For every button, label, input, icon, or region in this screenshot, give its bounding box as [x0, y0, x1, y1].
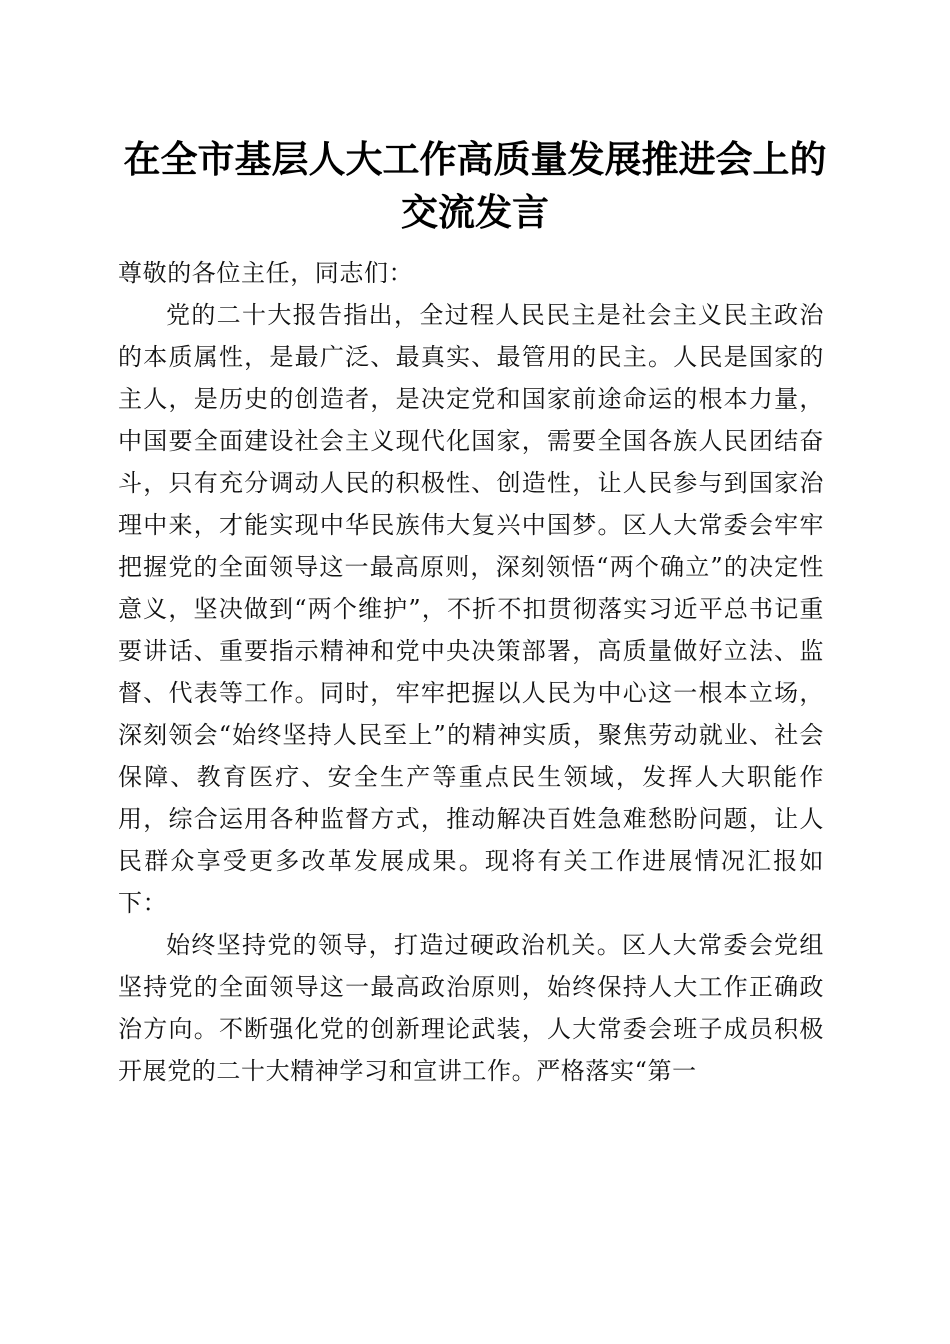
document-body [118, 252, 824, 1092]
document-title: 在全市基层人大工作高质量发展推进会上的交流发言 [123, 137, 827, 234]
paragraph-intro: 党的二十大报告指出，全过程人民民主是社会主义民主政治的本质属性，是最广泛、最真实、最管用的民主。人民是国家的主人，是历史的创造者，是决定党和国家前途命运的根本力量，中国要全面建设社会主义现代化国家，需要全国各族人民团结奋斗，只有充分调动人民的积极性、创造性，让人民参与到国家治理中来，才能实现中华民族伟大复兴中国梦。区人大常委会牢牢把握党的全面领导这一最高原则，深刻领悟“两个确立”的决定性意义，坚决做到“两个维护”，不折不扣贯彻落实习近平总书记重要讲话、重要指示精神和党中央决策部署，高质量做好立法、监督、代表等工作。同时，牢牢把握以人民为中心这一根本立场，深刻领会“始终坚持人民至上”的精神实质，聚焦劳动就业、社会保障、教育医疗、安全生产等重点民生领域，发挥人大职能作用，综合运用各种监督方式，推动解决百姓急难愁盼问题，让人民群众享受更多改革发展成果。现将有关工作进展情况汇报如下： [118, 301, 824, 917]
paragraph-party-leadership: 始终坚持党的领导，打造过硬政治机关。区人大常委会党组坚持党的全面领导这一最高政治原则，始终保持人大工作正确政治方向。不断强化党的创新理论武装，人大常委会班子成员积极开展党的二十大精神学习和宣讲工作。严格落实“第一 [118, 931, 824, 1085]
salutation: 尊敬的各位主任，同志们： [118, 259, 414, 287]
